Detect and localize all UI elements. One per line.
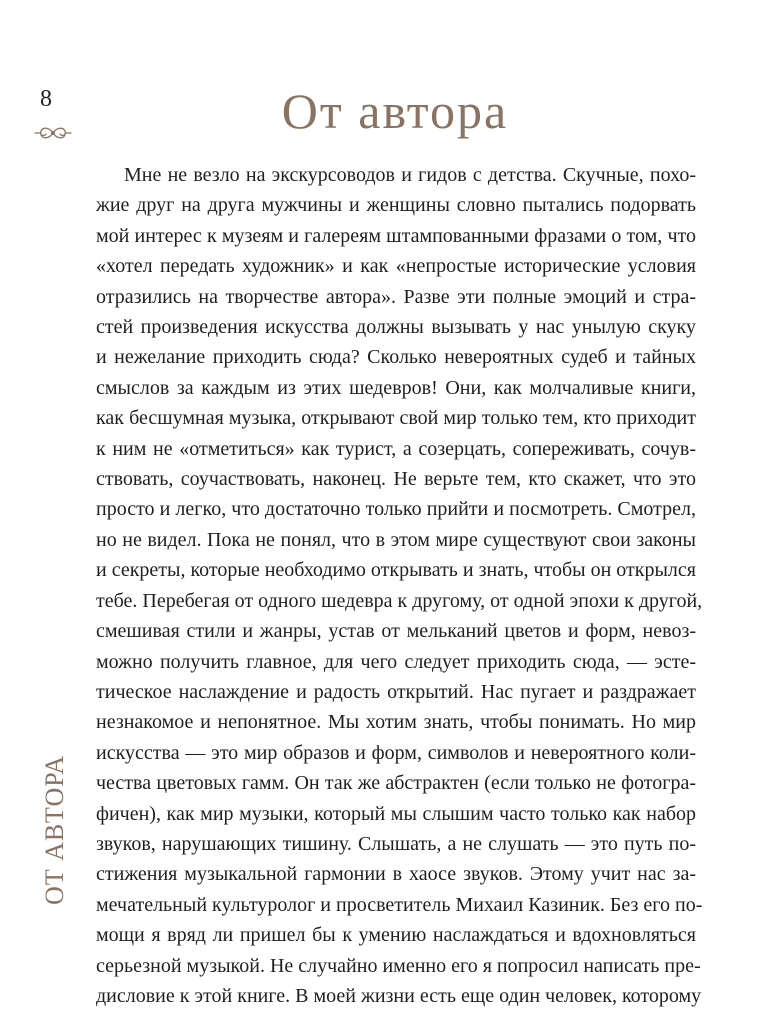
text-line: стижения музыкальной гармонии в хаосе звуков. Этому учит нас за- [96,863,696,886]
text-line: мечательный культуролог и просветитель Михаил Казиник. Без его по- [96,893,703,916]
text-line: мой интерес к музеям и галереям штампованными фразами о том, что [96,224,696,247]
page-title: От автора [281,83,509,139]
text-line: фичен), как мир музыки, который мы слышим часто только как набор [96,802,696,825]
text-line: тебе. Перебегая от одного шедевра к другому, от одной эпохи к другой, [96,589,703,612]
page-number: 8 [40,86,52,112]
text-line: незнакомое и непонятное. Мы хотим знать, чтобы понимать. Но мир [96,711,696,734]
text-line: и секреты, которые необходимо открывать и знать, чтобы он открылся [96,559,696,582]
text-line: стей произведения искусства должны вызывать у нас унылую скуку [96,316,696,339]
text-line: звуков, нарушающих тишину. Слышать, а не слушать — это путь по- [96,832,696,855]
text-line: Мне не везло на экскурсоводов и гидов с детства. Скучные, похо- [124,164,696,186]
running-head: ОТ АВТОРА [40,754,69,905]
text-line: чества цветовых гамм. Он так же абстрактен (если только не фотогра- [96,772,696,795]
text-line: искусства — это мир образов и форм, символов и невероятного коли- [96,741,696,764]
text-line: к ним не «отметиться» как турист, а созерцать, сопереживать, сочув- [96,437,696,460]
text-line: смешивая стили и жанры, устав от мельканий цветов и форм, невоз- [96,620,696,643]
text-line: тическое наслаждение и радость открытий. Нас пугает и раздражает [96,680,696,703]
text-line: мощи я вряд ли пришел бы к умению наслаждаться и вдохновляться [96,924,696,947]
body-text [96,160,703,1011]
text-line: но не видел. Пока не понял, что в этом мире существуют свои законы [96,528,696,551]
text-line: отразились на творчестве автора». Разве эти полные эмоций и стра- [96,285,696,308]
text-line: ствовать, соучаствовать, наконец. Не верьте тем, кто скажет, что это [96,468,696,491]
text-line: жие друг на друга мужчины и женщины словно пытались подорвать [96,194,696,217]
text-line: просто и легко, что достаточно только прийти и посмотреть. Смотрел, [96,498,696,521]
text-line: «хотел передать художник» и как «непростые исторические условия [96,255,696,278]
text-line: можно получить главное, для чего следует приходить сюда, — эсте- [96,650,696,673]
text-line: смыслов за каждым из этих шедевров! Они, как молчаливые книги, [96,376,696,399]
text-line: дисловие к этой книге. В моей жизни есть еще один человек, которому [96,984,702,1007]
text-line: и нежелание приходить сюда? Сколько невероятных судеб и тайных [96,346,696,369]
text-line: серьезной музыкой. Не случайно именно его я попросил написать пре- [96,954,701,977]
text-line: как бесшумная музыка, открывают свой мир только тем, кто приходит [96,407,696,430]
